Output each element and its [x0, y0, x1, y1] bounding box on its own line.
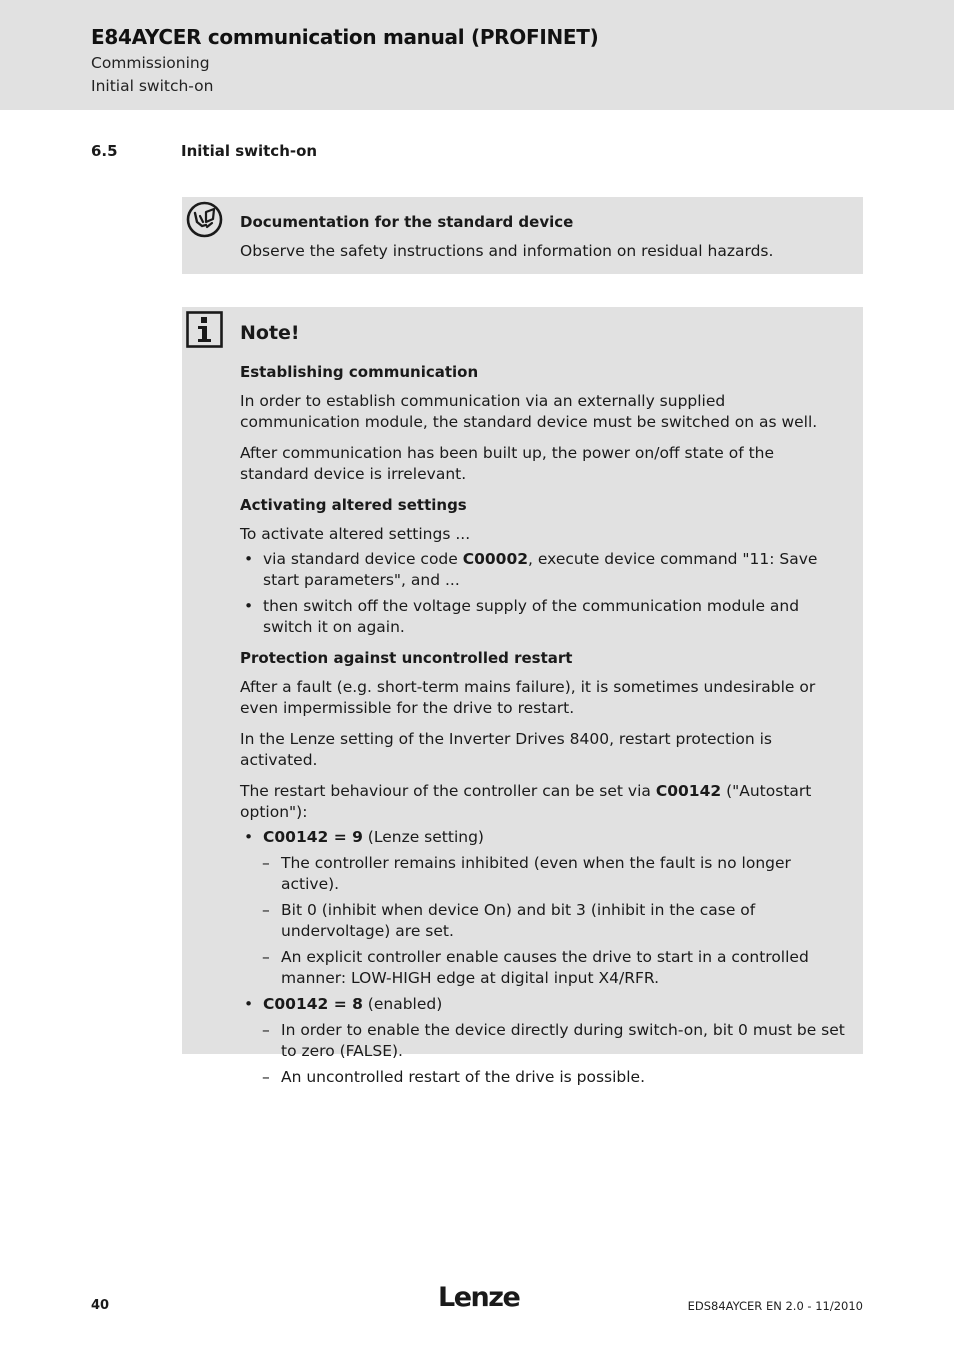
page-number: 40 [91, 1298, 110, 1313]
sub-list-item: – Bit 0 (inhibit when device On) and bit 3 (inhibit in the case of undervoltage) are set. [240, 900, 845, 942]
paragraph: In the Lenze setting of the Inverter Drives 8400, restart protection is activated. [240, 730, 773, 769]
section-number: 6.5 [91, 142, 118, 160]
paragraph: The restart behaviour of the controller can be set via C00142 ("Autostart option"): [240, 782, 812, 821]
documentation-text: Observe the safety instructions and information on residual hazards. [240, 242, 774, 260]
documentation-box [182, 197, 863, 274]
code-c00002: C00002 [462, 550, 529, 568]
list-item: • C00142 = 8 (enabled) [240, 994, 845, 1015]
list-item: • C00142 = 9 (Lenze setting) [240, 827, 845, 848]
sub-list-item: – An explicit controller enable causes the drive to start in a controlled manner: LOW-HIGH edge at digital input X4/RFR. [240, 947, 845, 989]
section-title: Initial switch-on [181, 142, 318, 160]
option-code: C00142 = 8 [263, 995, 363, 1013]
note-title: Note! [240, 322, 300, 344]
sub-list-item: – The controller remains inhibited (even when the fault is no longer active). [240, 853, 845, 895]
sub-list-item: – In order to enable the device directly during switch-on, bit 0 must be set to zero (FALSE). [240, 1020, 845, 1062]
sub-list-item: – An uncontrolled restart of the drive is possible. [240, 1067, 845, 1088]
manual-title: E84AYCER communication manual (PROFINET) [91, 25, 599, 49]
documentation-icon [186, 201, 223, 242]
section-name: Initial switch-on [91, 77, 214, 95]
paragraph: In order to establish communication via an externally supplied communication module, the standard device must be switched on as well. [240, 392, 818, 431]
lenze-logo: Lenze [438, 1282, 520, 1313]
info-icon [186, 311, 223, 352]
chapter-name: Commissioning [91, 54, 210, 72]
note-content [240, 321, 845, 1098]
code-c00142: C00142 [655, 782, 722, 800]
page-header [0, 0, 954, 110]
list-item: • via standard device code C00002, execute device command "11: Save start parameters", and ... [240, 549, 845, 591]
heading-activating-settings: Activating altered settings [240, 496, 467, 514]
bullet-list [240, 549, 845, 638]
list-item: • then switch off the voltage supply of the communication module and switch it on again. [240, 596, 845, 638]
paragraph: After communication has been built up, the power on/off state of the standard device is irrelevant. [240, 444, 775, 483]
heading-restart-protection: Protection against uncontrolled restart [240, 649, 573, 667]
option-code: C00142 = 9 [263, 828, 363, 846]
note-box [182, 307, 863, 1086]
document-reference: EDS84AYCER EN 2.0 - 11/2010 [687, 1299, 863, 1313]
paragraph: After a fault (e.g. short-term mains failure), it is sometimes undesirable or even impermissible for the drive to restart. [240, 678, 816, 717]
option-list [240, 827, 845, 1088]
documentation-content [240, 212, 845, 272]
documentation-heading: Documentation for the standard device [240, 213, 574, 231]
paragraph: To activate altered settings ... [240, 525, 471, 543]
heading-establishing-communication: Establishing communication [240, 363, 479, 381]
